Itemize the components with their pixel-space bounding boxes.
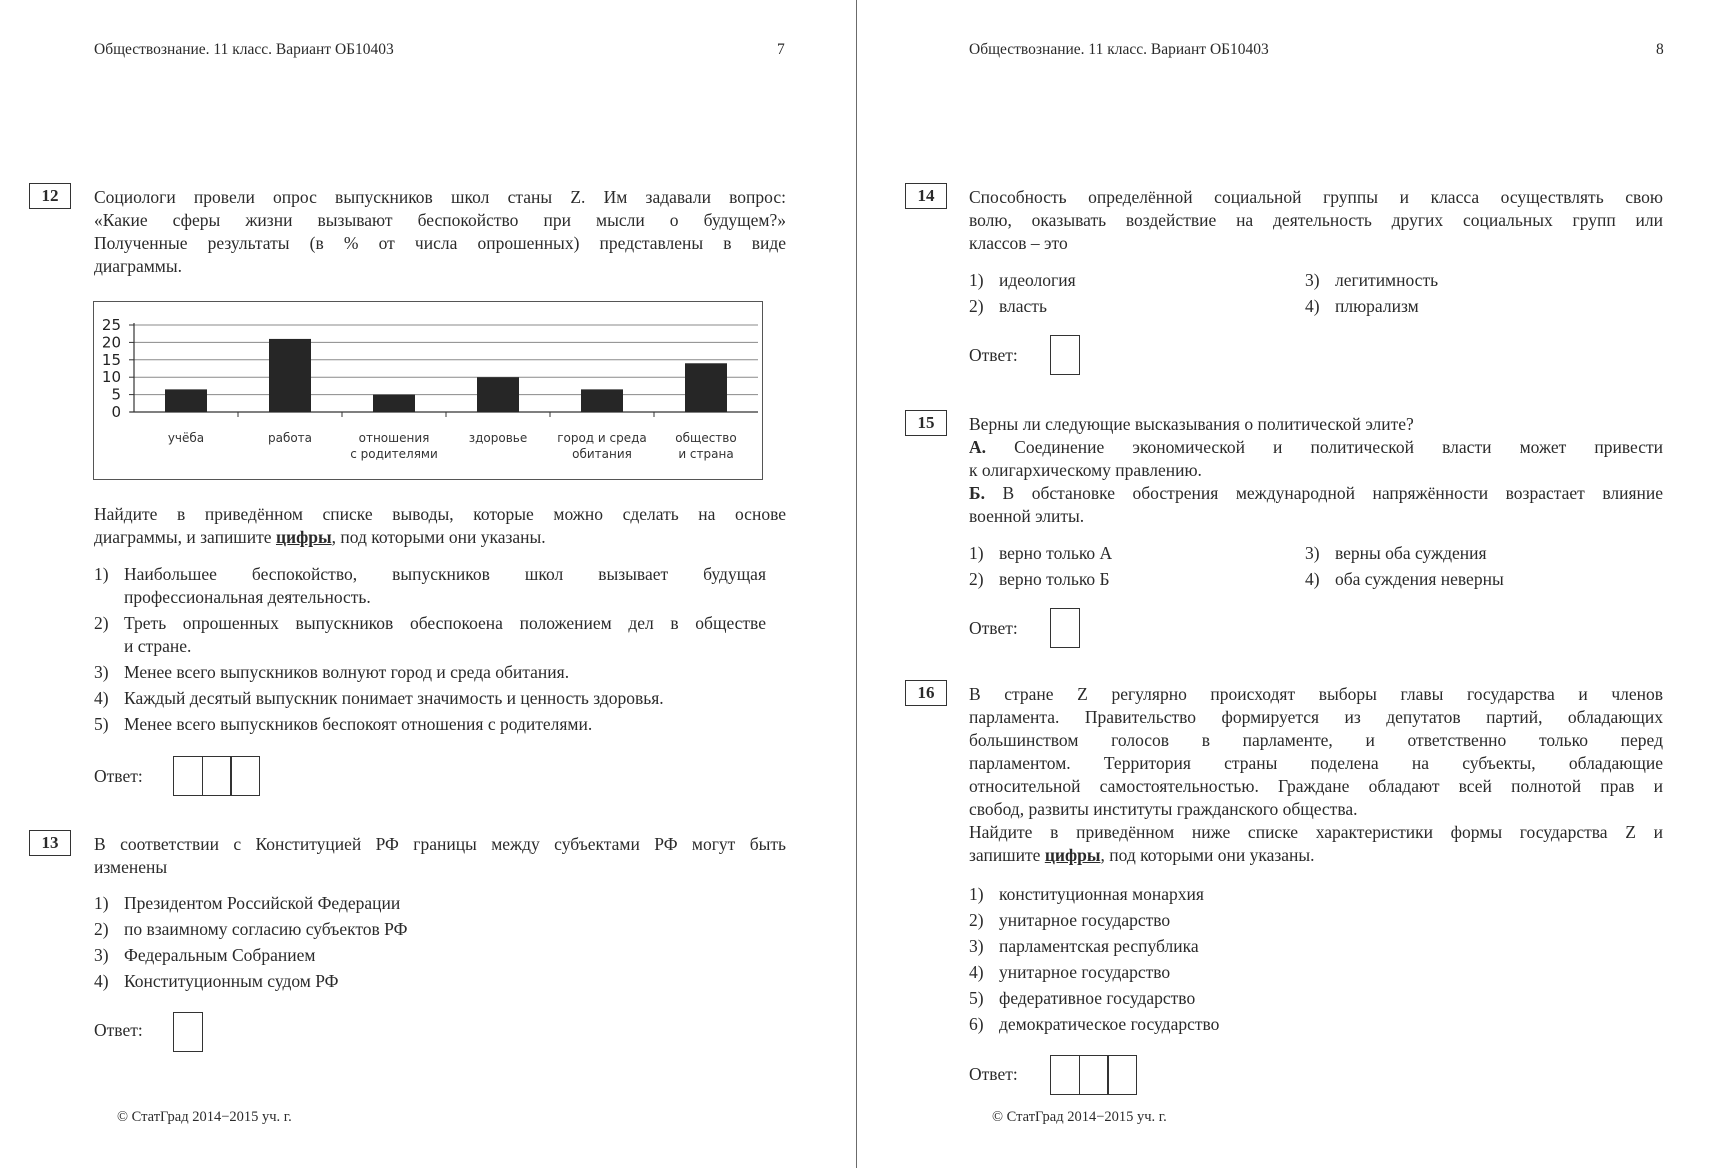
- option-number: 3): [94, 662, 109, 682]
- chart-x-label: работа: [267, 431, 313, 445]
- q15-option-1: [969, 542, 1112, 565]
- q13-option-3: [94, 944, 766, 967]
- option-text: унитарное государство: [999, 910, 1171, 930]
- bar-chart-frame: [93, 301, 763, 480]
- q16-option-5: [969, 987, 1663, 1010]
- q13-option-4: [94, 970, 766, 993]
- answer-cell[interactable]: [1079, 1055, 1109, 1095]
- q12-task-line: [94, 526, 786, 549]
- q12-answer-label: Ответ:: [94, 766, 143, 786]
- q15-option-4: [1305, 568, 1504, 591]
- q15-options-col1: [969, 542, 1112, 591]
- q16-text-line: парламентом. Территория страны поделена на субъекты, обладающие: [969, 753, 1663, 773]
- option-number: 3): [1305, 270, 1320, 290]
- option-text: Президентом Российской Федерации: [124, 893, 401, 913]
- q14-text: [969, 186, 1663, 255]
- option-line: Менее всего выпускников беспокоят отношения с родителями.: [124, 714, 593, 734]
- chart-x-label: с родителями: [350, 447, 438, 461]
- q12-option-1: [94, 563, 766, 609]
- option-line: Наибольшее беспокойство, выпускников школ вызывает будущая: [124, 564, 766, 584]
- q15-text: [969, 413, 1663, 528]
- q12-task-text-end: , под которыми они указаны.: [331, 527, 546, 547]
- q14-text-line: волю, оказывать воздействие на деятельность других социальных групп или: [969, 210, 1663, 230]
- answer-cell[interactable]: [1050, 1055, 1080, 1095]
- q12-intro: [94, 186, 786, 278]
- q12-intro-line: Социологи провели опрос выпускников школ станы Z. Им задавали вопрос:: [94, 187, 786, 207]
- q12-intro-line: «Какие сферы жизни вызывают беспокойство при мысли о будущем?»: [94, 210, 786, 230]
- q16-option-1: [969, 883, 1663, 906]
- q16-task-text: запишите: [969, 845, 1041, 865]
- q14-option-3: [1305, 269, 1438, 292]
- q12-options: [94, 563, 766, 736]
- answer-cell[interactable]: [1050, 608, 1080, 648]
- q12-task-text: диаграммы, и запишите: [94, 527, 272, 547]
- q12-task: [94, 503, 786, 549]
- q14-option-2: [969, 295, 1076, 318]
- q13-text-line: В соответствии с Конституцией РФ границы между субъектами РФ могут быть: [94, 834, 786, 854]
- chart-x-label: отношения: [358, 431, 430, 445]
- option-text: идеология: [999, 270, 1076, 290]
- q16-text-line: свобод, развиты институты гражданского общества.: [969, 799, 1358, 819]
- option-number: 1): [94, 564, 109, 584]
- q16-option-4: [969, 961, 1663, 984]
- q15-option-3: [1305, 542, 1504, 565]
- page-right: [858, 0, 1712, 1168]
- q13-option-2: [94, 918, 766, 941]
- chart-y-tick-label: 0: [111, 403, 121, 421]
- q12-intro-line: Полученные результаты (в % от числа опрошенных) представлены в виде: [94, 233, 786, 253]
- option-text: унитарное государство: [999, 962, 1171, 982]
- q15-b-line: В обстановке обострения международной напряжённости возрастает влияние: [1002, 483, 1663, 503]
- answer-cell[interactable]: [1107, 1055, 1137, 1095]
- q15-answer-label: Ответ:: [969, 618, 1018, 638]
- chart-y-tick-label: 25: [101, 316, 121, 334]
- chart-bar: [373, 395, 415, 412]
- question-number-13: 13: [29, 830, 71, 856]
- option-number: 6): [969, 1014, 984, 1034]
- page-number-left: 7: [777, 41, 785, 58]
- q15-option-2: [969, 568, 1112, 591]
- q14-option-4: [1305, 295, 1438, 318]
- option-number: 1): [94, 893, 109, 913]
- q13-options: [94, 892, 766, 993]
- chart-bar: [477, 377, 519, 412]
- option-number: 4): [969, 962, 984, 982]
- option-number: 3): [1305, 543, 1320, 563]
- q15-a-label: А.: [969, 437, 987, 457]
- option-line: Каждый десятый выпускник понимает значимость и ценность здоровья.: [124, 688, 664, 708]
- q15-statement-b: [969, 482, 1663, 505]
- answer-cell[interactable]: [173, 1012, 203, 1052]
- option-number: 4): [1305, 296, 1320, 316]
- option-text: демократическое государство: [999, 1014, 1220, 1034]
- option-text: легитимность: [1335, 270, 1439, 290]
- option-line: и стране.: [124, 636, 192, 656]
- chart-y-tick-label: 10: [101, 368, 121, 387]
- option-text: федеративное государство: [999, 988, 1196, 1008]
- option-text: парламентская республика: [999, 936, 1199, 956]
- option-number: 1): [969, 884, 984, 904]
- chart-x-label: обитания: [572, 447, 632, 461]
- q15-b-line: военной элиты.: [969, 506, 1085, 526]
- chart-x-label: город и среда: [557, 431, 647, 445]
- option-line: профессиональная деятельность.: [124, 587, 371, 607]
- option-number: 4): [94, 688, 109, 708]
- q16-answer-boxes: [1050, 1055, 1137, 1095]
- q16-options: [969, 883, 1663, 1036]
- option-text: верны оба суждения: [1335, 543, 1487, 563]
- option-text: оба суждения неверны: [1335, 569, 1504, 589]
- chart-bar: [269, 339, 311, 412]
- q14-options: [969, 269, 1663, 319]
- q14-answer-label: Ответ:: [969, 345, 1018, 365]
- q15-b-label: Б.: [969, 483, 985, 503]
- chart-x-label: и страна: [678, 447, 734, 461]
- q14-text-line: классов – это: [969, 233, 1068, 253]
- q16-text-line: относительной самостоятельностью. Граждане обладают всей полнотой прав и: [969, 776, 1663, 796]
- q15-question: Верны ли следующие высказывания о политической элите?: [969, 414, 1414, 434]
- q12-answer-boxes: [173, 756, 260, 796]
- option-number: 2): [94, 613, 109, 633]
- question-number-12: 12: [29, 183, 71, 209]
- answer-cell[interactable]: [230, 756, 260, 796]
- q16-task-line: [969, 844, 1663, 867]
- q12-option-2: [94, 612, 766, 658]
- chart-bar: [581, 389, 623, 412]
- q12-intro-line: диаграммы.: [94, 256, 183, 276]
- option-number: 1): [969, 270, 984, 290]
- q12-option-5: [94, 713, 766, 736]
- question-number-15: 15: [905, 410, 947, 436]
- q13-answer-label: Ответ:: [94, 1020, 143, 1040]
- q16-task-emphasis: цифры: [1044, 845, 1101, 865]
- option-number: 3): [969, 936, 984, 956]
- option-number: 1): [969, 543, 984, 563]
- header-title-left: Обществознание. 11 класс. Вариант ОБ10403: [94, 41, 394, 58]
- q12-task-emphasis: цифры: [275, 527, 332, 547]
- q15-a-line: Соединение экономической и политической власти может привести: [1014, 437, 1663, 457]
- chart-y-tick-label: 15: [101, 350, 121, 369]
- option-text: конституционная монархия: [999, 884, 1204, 904]
- q13-text-line: изменены: [94, 857, 168, 877]
- q13-text: [94, 833, 786, 879]
- q14-answer-boxes: [1050, 335, 1080, 375]
- q14-option-1: [969, 269, 1076, 292]
- q12-option-4: [94, 687, 766, 710]
- option-number: 5): [94, 714, 109, 734]
- q16-answer-label: Ответ:: [969, 1064, 1018, 1084]
- q13-answer-boxes: [173, 1012, 203, 1052]
- q16-option-3: [969, 935, 1663, 958]
- header-title-right: Обществознание. 11 класс. Вариант ОБ10403: [969, 41, 1269, 58]
- option-number: 2): [969, 910, 984, 930]
- option-text: Конституционным судом РФ: [124, 971, 339, 991]
- option-text: плюрализм: [1335, 296, 1419, 316]
- q16-text-line: большинством голосов в парламенте, и ответственно только перед: [969, 730, 1663, 750]
- option-text: по взаимному согласию субъектов РФ: [124, 919, 408, 939]
- chart-y-tick-label: 5: [111, 385, 121, 404]
- q16-task-line: Найдите в приведённом ниже списке характеристики формы государства Z и: [969, 822, 1663, 842]
- footer-right: © СтатГрад 2014−2015 уч. г.: [992, 1109, 1167, 1125]
- question-number-16: 16: [905, 680, 947, 706]
- option-text: Федеральным Собранием: [124, 945, 316, 965]
- q16-task-text-end: , под которыми они указаны.: [1100, 845, 1315, 865]
- option-line: Менее всего выпускников волнуют город и среда обитания.: [124, 662, 570, 682]
- footer-left: © СтатГрад 2014−2015 уч. г.: [117, 1109, 292, 1125]
- option-line: Треть опрошенных выпускников обеспокоена положением дел в обществе: [124, 613, 766, 633]
- chart-bar: [165, 389, 207, 412]
- answer-cell[interactable]: [202, 756, 232, 796]
- q14-options-col2: [1305, 269, 1438, 318]
- option-number: 3): [94, 945, 109, 965]
- q14-text-line: Способность определённой социальной группы и класса осуществлять свою: [969, 187, 1663, 207]
- option-number: 4): [94, 971, 109, 991]
- bar-chart: [94, 302, 762, 479]
- option-number: 4): [1305, 569, 1320, 589]
- option-number: 2): [94, 919, 109, 939]
- answer-cell[interactable]: [173, 756, 203, 796]
- chart-y-tick-label: 20: [101, 333, 121, 352]
- chart-x-label: общество: [675, 431, 737, 445]
- q12-task-line: Найдите в приведённом списке выводы, которые можно сделать на основе: [94, 504, 786, 524]
- chart-x-label: здоровье: [468, 431, 528, 445]
- option-text: верно только А: [999, 543, 1113, 563]
- q15-options-col2: [1305, 542, 1504, 591]
- option-number: 2): [969, 296, 984, 316]
- q15-a-line: к олигархическому правлению.: [969, 460, 1202, 480]
- q15-answer-boxes: [1050, 608, 1080, 648]
- q14-options-col1: [969, 269, 1076, 318]
- option-text: верно только Б: [999, 569, 1110, 589]
- option-number: 2): [969, 569, 984, 589]
- q12-option-3: [94, 661, 766, 684]
- chart-bar: [685, 363, 727, 412]
- q13-option-1: [94, 892, 766, 915]
- option-number: 5): [969, 988, 984, 1008]
- page-number-right: 8: [1656, 41, 1664, 58]
- q16-text-line: В стране Z регулярно происходят выборы главы государства и членов: [969, 684, 1663, 704]
- q16-option-6: [969, 1013, 1663, 1036]
- option-text: власть: [999, 296, 1047, 316]
- question-number-14: 14: [905, 183, 947, 209]
- answer-cell[interactable]: [1050, 335, 1080, 375]
- q16-text-line: парламента. Правительство формируется из депутатов партий, обладающих: [969, 707, 1663, 727]
- q15-options: [969, 542, 1663, 592]
- q15-statement-a: [969, 436, 1663, 459]
- q16-text: [969, 683, 1663, 867]
- chart-x-label: учёба: [167, 431, 205, 445]
- q16-option-2: [969, 909, 1663, 932]
